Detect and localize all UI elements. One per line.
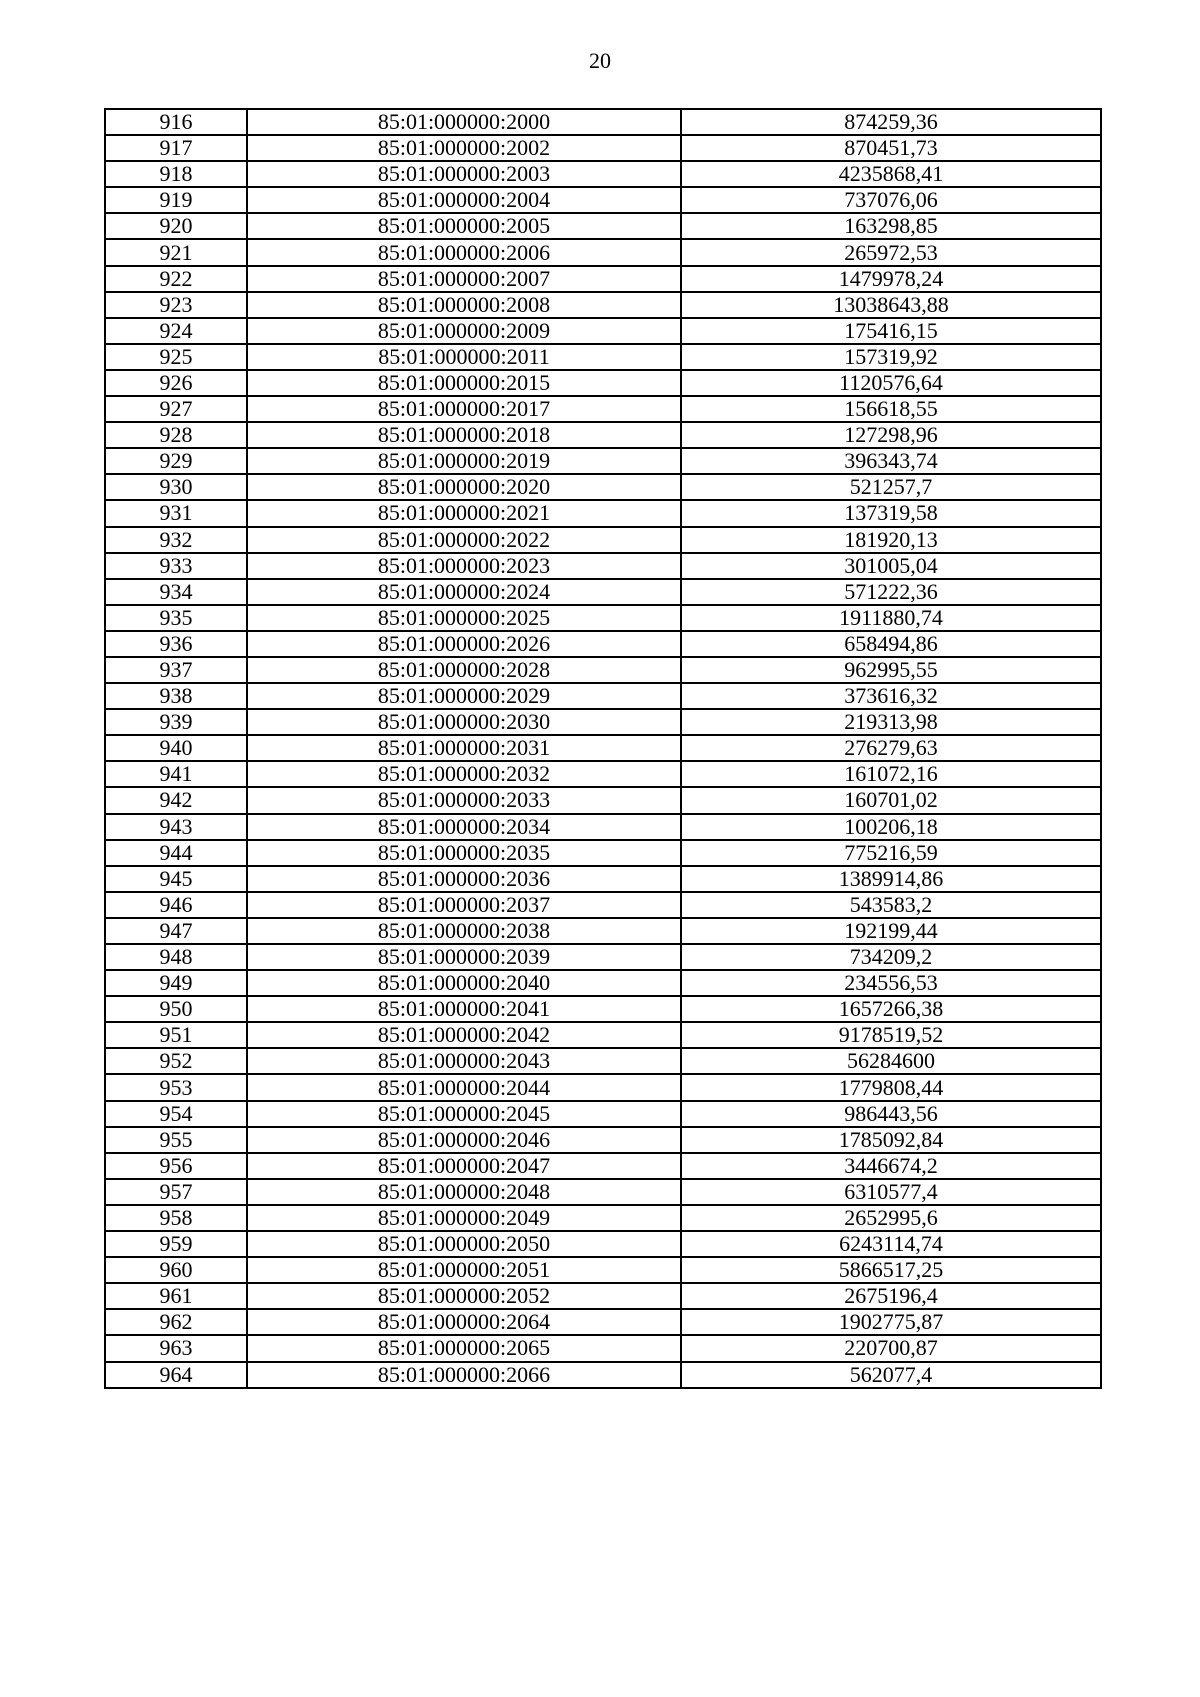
cadastral-number-cell: 85:01:000000:2022 (247, 527, 681, 553)
cadastral-value-cell: 3446674,2 (681, 1153, 1101, 1179)
row-number-cell: 934 (105, 579, 247, 605)
cadastral-value-cell: 986443,56 (681, 1101, 1101, 1127)
cadastral-value-cell: 220700,87 (681, 1335, 1101, 1361)
table-row (105, 239, 1101, 265)
cadastral-number-cell: 85:01:000000:2035 (247, 840, 681, 866)
row-number-cell: 957 (105, 1179, 247, 1205)
table-row (105, 109, 1101, 135)
row-number-cell: 930 (105, 474, 247, 500)
cadastral-value-cell: 301005,04 (681, 553, 1101, 579)
table-row (105, 396, 1101, 422)
table-row (105, 970, 1101, 996)
cadastral-number-cell: 85:01:000000:2039 (247, 944, 681, 970)
cadastral-value-cell: 2652995,6 (681, 1205, 1101, 1231)
table-row (105, 1048, 1101, 1074)
row-number-cell: 924 (105, 318, 247, 344)
cadastral-value-cell: 874259,36 (681, 109, 1101, 135)
cadastral-number-cell: 85:01:000000:2052 (247, 1283, 681, 1309)
table-row (105, 605, 1101, 631)
cadastral-value-cell: 1902775,87 (681, 1309, 1101, 1335)
cadastral-value-cell: 219313,98 (681, 709, 1101, 735)
table-row (105, 1127, 1101, 1153)
cadastral-value-cell: 181920,13 (681, 527, 1101, 553)
row-number-cell: 931 (105, 500, 247, 526)
row-number-cell: 941 (105, 761, 247, 787)
cadastral-value-cell: 1120576,64 (681, 370, 1101, 396)
cadastral-number-cell: 85:01:000000:2049 (247, 1205, 681, 1231)
cadastral-number-cell: 85:01:000000:2030 (247, 709, 681, 735)
cadastral-value-cell: 1479978,24 (681, 266, 1101, 292)
cadastral-number-cell: 85:01:000000:2032 (247, 761, 681, 787)
cadastral-value-cell: 543583,2 (681, 892, 1101, 918)
row-number-cell: 925 (105, 344, 247, 370)
table-row (105, 735, 1101, 761)
cadastral-number-cell: 85:01:000000:2007 (247, 266, 681, 292)
cadastral-number-cell: 85:01:000000:2017 (247, 396, 681, 422)
row-number-cell: 921 (105, 239, 247, 265)
table-row (105, 631, 1101, 657)
cadastral-number-cell: 85:01:000000:2006 (247, 239, 681, 265)
cadastral-value-cell: 962995,55 (681, 657, 1101, 683)
table-row (105, 1153, 1101, 1179)
table-row (105, 1231, 1101, 1257)
cadastral-value-cell: 192199,44 (681, 918, 1101, 944)
row-number-cell: 937 (105, 657, 247, 683)
row-number-cell: 960 (105, 1257, 247, 1283)
cadastral-value-cell: 2675196,4 (681, 1283, 1101, 1309)
row-number-cell: 932 (105, 527, 247, 553)
cadastral-value-cell: 175416,15 (681, 318, 1101, 344)
table-row (105, 1074, 1101, 1100)
cadastral-value-cell: 265972,53 (681, 239, 1101, 265)
row-number-cell: 949 (105, 970, 247, 996)
cadastral-number-cell: 85:01:000000:2029 (247, 683, 681, 709)
row-number-cell: 919 (105, 187, 247, 213)
cadastral-value-cell: 127298,96 (681, 422, 1101, 448)
cadastral-value-cell: 1657266,38 (681, 996, 1101, 1022)
row-number-cell: 946 (105, 892, 247, 918)
cadastral-value-cell: 6310577,4 (681, 1179, 1101, 1205)
table-row (105, 683, 1101, 709)
row-number-cell: 927 (105, 396, 247, 422)
cadastral-value-cell: 276279,63 (681, 735, 1101, 761)
cadastral-number-cell: 85:01:000000:2051 (247, 1257, 681, 1283)
cadastral-value-cell: 160701,02 (681, 787, 1101, 813)
table-row (105, 944, 1101, 970)
row-number-cell: 943 (105, 814, 247, 840)
row-number-cell: 916 (105, 109, 247, 135)
table-row (105, 1022, 1101, 1048)
cadastral-number-cell: 85:01:000000:2034 (247, 814, 681, 840)
table-row (105, 840, 1101, 866)
row-number-cell: 961 (105, 1283, 247, 1309)
table-row (105, 318, 1101, 344)
row-number-cell: 940 (105, 735, 247, 761)
cadastral-number-cell: 85:01:000000:2004 (247, 187, 681, 213)
table-row (105, 292, 1101, 318)
cadastral-value-cell: 373616,32 (681, 683, 1101, 709)
row-number-cell: 959 (105, 1231, 247, 1257)
cadastral-number-cell: 85:01:000000:2033 (247, 787, 681, 813)
cadastral-value-cell: 163298,85 (681, 213, 1101, 239)
table-row (105, 474, 1101, 500)
table-row (105, 996, 1101, 1022)
table-row (105, 1362, 1101, 1388)
cadastral-number-cell: 85:01:000000:2009 (247, 318, 681, 344)
table-row (105, 787, 1101, 813)
table-row (105, 709, 1101, 735)
row-number-cell: 917 (105, 135, 247, 161)
cadastral-number-cell: 85:01:000000:2026 (247, 631, 681, 657)
cadastral-value-cell: 234556,53 (681, 970, 1101, 996)
table-row (105, 266, 1101, 292)
row-number-cell: 942 (105, 787, 247, 813)
cadastral-number-cell: 85:01:000000:2064 (247, 1309, 681, 1335)
cadastral-number-cell: 85:01:000000:2040 (247, 970, 681, 996)
row-number-cell: 955 (105, 1127, 247, 1153)
table-row (105, 1179, 1101, 1205)
cadastral-number-cell: 85:01:000000:2003 (247, 161, 681, 187)
table-row (105, 553, 1101, 579)
table-row (105, 1335, 1101, 1361)
cadastral-number-cell: 85:01:000000:2011 (247, 344, 681, 370)
row-number-cell: 936 (105, 631, 247, 657)
row-number-cell: 933 (105, 553, 247, 579)
cadastral-value-cell: 4235868,41 (681, 161, 1101, 187)
row-number-cell: 948 (105, 944, 247, 970)
cadastral-value-cell: 870451,73 (681, 135, 1101, 161)
cadastral-number-cell: 85:01:000000:2028 (247, 657, 681, 683)
cadastral-value-cell: 6243114,74 (681, 1231, 1101, 1257)
row-number-cell: 935 (105, 605, 247, 631)
row-number-cell: 951 (105, 1022, 247, 1048)
table-row (105, 761, 1101, 787)
cadastral-number-cell: 85:01:000000:2005 (247, 213, 681, 239)
table-row (105, 866, 1101, 892)
page-number: 20 (589, 48, 611, 73)
cadastral-value-cell: 521257,7 (681, 474, 1101, 500)
cadastral-number-cell: 85:01:000000:2031 (247, 735, 681, 761)
cadastral-number-cell: 85:01:000000:2020 (247, 474, 681, 500)
row-number-cell: 956 (105, 1153, 247, 1179)
table-row (105, 344, 1101, 370)
row-number-cell: 939 (105, 709, 247, 735)
cadastral-number-cell: 85:01:000000:2002 (247, 135, 681, 161)
cadastral-number-cell: 85:01:000000:2045 (247, 1101, 681, 1127)
table-row (105, 1283, 1101, 1309)
cadastral-value-cell: 734209,2 (681, 944, 1101, 970)
table-row (105, 1309, 1101, 1335)
cadastral-value-table (104, 108, 1102, 1389)
cadastral-number-cell: 85:01:000000:2046 (247, 1127, 681, 1153)
cadastral-number-cell: 85:01:000000:2041 (247, 996, 681, 1022)
cadastral-number-cell: 85:01:000000:2065 (247, 1335, 681, 1361)
cadastral-value-cell: 396343,74 (681, 448, 1101, 474)
table-body (105, 109, 1101, 1388)
cadastral-value-cell: 56284600 (681, 1048, 1101, 1074)
table-row (105, 370, 1101, 396)
cadastral-value-cell: 13038643,88 (681, 292, 1101, 318)
cadastral-number-cell: 85:01:000000:2025 (247, 605, 681, 631)
table-row (105, 918, 1101, 944)
row-number-cell: 958 (105, 1205, 247, 1231)
row-number-cell: 945 (105, 866, 247, 892)
cadastral-number-cell: 85:01:000000:2008 (247, 292, 681, 318)
row-number-cell: 962 (105, 1309, 247, 1335)
cadastral-value-cell: 1389914,86 (681, 866, 1101, 892)
table-row (105, 657, 1101, 683)
row-number-cell: 950 (105, 996, 247, 1022)
table-row (105, 1257, 1101, 1283)
row-number-cell: 952 (105, 1048, 247, 1074)
cadastral-number-cell: 85:01:000000:2047 (247, 1153, 681, 1179)
cadastral-value-cell: 562077,4 (681, 1362, 1101, 1388)
row-number-cell: 964 (105, 1362, 247, 1388)
table-row (105, 527, 1101, 553)
table-row (105, 1101, 1101, 1127)
row-number-cell: 918 (105, 161, 247, 187)
table-row (105, 579, 1101, 605)
cadastral-value-cell: 1779808,44 (681, 1074, 1101, 1100)
cadastral-number-cell: 85:01:000000:2019 (247, 448, 681, 474)
cadastral-value-cell: 658494,86 (681, 631, 1101, 657)
cadastral-number-cell: 85:01:000000:2037 (247, 892, 681, 918)
cadastral-number-cell: 85:01:000000:2021 (247, 500, 681, 526)
table-row (105, 1205, 1101, 1231)
cadastral-number-cell: 85:01:000000:2036 (247, 866, 681, 892)
row-number-cell: 947 (105, 918, 247, 944)
cadastral-value-cell: 5866517,25 (681, 1257, 1101, 1283)
cadastral-value-cell: 1911880,74 (681, 605, 1101, 631)
cadastral-value-cell: 775216,59 (681, 840, 1101, 866)
row-number-cell: 929 (105, 448, 247, 474)
cadastral-value-cell: 161072,16 (681, 761, 1101, 787)
cadastral-number-cell: 85:01:000000:2043 (247, 1048, 681, 1074)
cadastral-value-cell: 1785092,84 (681, 1127, 1101, 1153)
cadastral-number-cell: 85:01:000000:2050 (247, 1231, 681, 1257)
cadastral-number-cell: 85:01:000000:2042 (247, 1022, 681, 1048)
row-number-cell: 938 (105, 683, 247, 709)
cadastral-number-cell: 85:01:000000:2015 (247, 370, 681, 396)
cadastral-value-cell: 9178519,52 (681, 1022, 1101, 1048)
cadastral-number-cell: 85:01:000000:2023 (247, 553, 681, 579)
cadastral-number-cell: 85:01:000000:2066 (247, 1362, 681, 1388)
cadastral-value-cell: 737076,06 (681, 187, 1101, 213)
row-number-cell: 922 (105, 266, 247, 292)
table-row (105, 448, 1101, 474)
row-number-cell: 923 (105, 292, 247, 318)
table-row (105, 213, 1101, 239)
cadastral-number-cell: 85:01:000000:2018 (247, 422, 681, 448)
cadastral-value-cell: 100206,18 (681, 814, 1101, 840)
row-number-cell: 926 (105, 370, 247, 396)
cadastral-number-cell: 85:01:000000:2024 (247, 579, 681, 605)
cadastral-number-cell: 85:01:000000:2048 (247, 1179, 681, 1205)
row-number-cell: 953 (105, 1074, 247, 1100)
cadastral-value-cell: 156618,55 (681, 396, 1101, 422)
table-row (105, 422, 1101, 448)
table-row (105, 500, 1101, 526)
table-row (105, 187, 1101, 213)
cadastral-value-cell: 571222,36 (681, 579, 1101, 605)
row-number-cell: 944 (105, 840, 247, 866)
cadastral-number-cell: 85:01:000000:2038 (247, 918, 681, 944)
table-row (105, 892, 1101, 918)
cadastral-number-cell: 85:01:000000:2044 (247, 1074, 681, 1100)
table-row (105, 814, 1101, 840)
table-row (105, 135, 1101, 161)
cadastral-value-cell: 157319,92 (681, 344, 1101, 370)
table-row (105, 161, 1101, 187)
row-number-cell: 954 (105, 1101, 247, 1127)
row-number-cell: 963 (105, 1335, 247, 1361)
row-number-cell: 928 (105, 422, 247, 448)
row-number-cell: 920 (105, 213, 247, 239)
cadastral-number-cell: 85:01:000000:2000 (247, 109, 681, 135)
cadastral-value-cell: 137319,58 (681, 500, 1101, 526)
